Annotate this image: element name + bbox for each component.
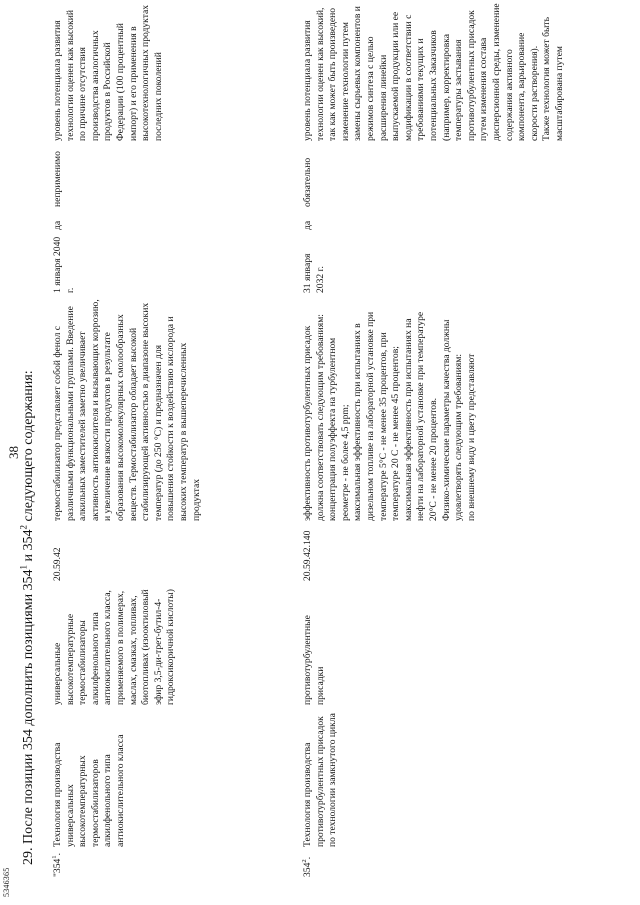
applicability: обязательно xyxy=(302,157,313,207)
page-number: 38 xyxy=(6,446,21,459)
product-code: 20.59.42.140 xyxy=(302,530,313,581)
flag-value: да xyxy=(302,220,313,230)
requirements: эффективность противотурбулентных присадок должна соответствовать следующим требованиям: концентрация полуэффекта на турбулентном реометре - не более 4,5 ppm; максимальная эффективность при испытаниях в дизельном топливе на лабораторной установке при температуре 5°С - не менее 35 процентов, при температуре 20 С - не менее 45 процентов; максимальная эффективность при испытаниях на нефти на лабораторной установке при температуре 20°С - не менее 20 процентов. Физико-химические параметры качества должны удовлетворять следующим требованиям: по внешнему виду и цвету представляют xyxy=(302,311,477,521)
position-number: $354^2$. xyxy=(300,856,313,877)
deadline-date: 1 января 2040 г. xyxy=(52,236,76,293)
product-code: 20.59.42 xyxy=(52,547,63,581)
requirements: термостабилизатор представляет собой фенол с различными функциональными группами. Введение алкильных заместителей заметно увеличивает активность антиокислителя и вызывающих коррозию, и увеличение вязкости продуктов в результате образования высокомолекулярных смолообразных веществ. Термостабилизатор обладает высокой стабилизирующей активностью в диапазоне высоких температур (до 250 °С) и предназначен для повышения стойкости к воздействию кислорода и высоких температур в вышеперечисленных продуктах xyxy=(52,299,202,521)
heading-sup-1: 1 xyxy=(18,564,29,570)
section-heading xyxy=(20,370,38,865)
technology-name: Технология производства противотурбулентных присадок по технологии замкнутого цикла xyxy=(302,713,339,847)
document-id: 5346365 xyxy=(2,867,11,897)
justification: уровень потенциала развития технологии оценен как высокий по причине отсутствия производства аналогичных продуктов в Российской Федерации (100 процентный импорт) и его применения в высокотехнологичных продуктах последних поколений xyxy=(52,4,164,141)
position-number: "$354^1$. xyxy=(50,852,63,877)
heading-sup-2: 2 xyxy=(18,524,29,530)
applicability: неприменимо xyxy=(52,151,63,207)
heading-text-end: следующего содержания: xyxy=(21,370,36,525)
technology-name: Технология производства универсальных высокотемпературных термостабилизаторов алкилфенольного типа антиокислительного класса xyxy=(52,734,126,847)
product-name: универсальные высокотемпературные термостабилизаторы алкилфенольного типа антиокислительного класса, применяемого в полимерах, маслах, смазках, топливах, биотопливах (изооктиловый эфир 3,5-ди-трет-бутил-4-гидроксикоричной кислоты) xyxy=(52,589,177,705)
deadline-date: 31 января 2032 г. xyxy=(302,253,326,293)
product-name: противотурбулентные присадки xyxy=(302,615,326,705)
heading-text-mid: и 354 xyxy=(21,529,36,565)
flag-value: да xyxy=(52,220,63,230)
justification: уровень потенциала развития технологии оценен как высокий, так как может быть произведено изменение технологии путем замены сырьевых компонентов и режимов синтеза с целью расширения линейки выпускаемой продукции или ее модификации в соответствии с требованиями текущих и потенциальных Заказчиков (например, корректировка температуры застывания противотурбулентных присадок путем изменения состава дисперсионной среды, изменение содержания активного компонента, варьирование скорости растворения). Также технология может быть масштабирована путем xyxy=(302,3,565,141)
heading-text: 29. После позиции 354 дополнить позициями 354 xyxy=(21,569,36,865)
